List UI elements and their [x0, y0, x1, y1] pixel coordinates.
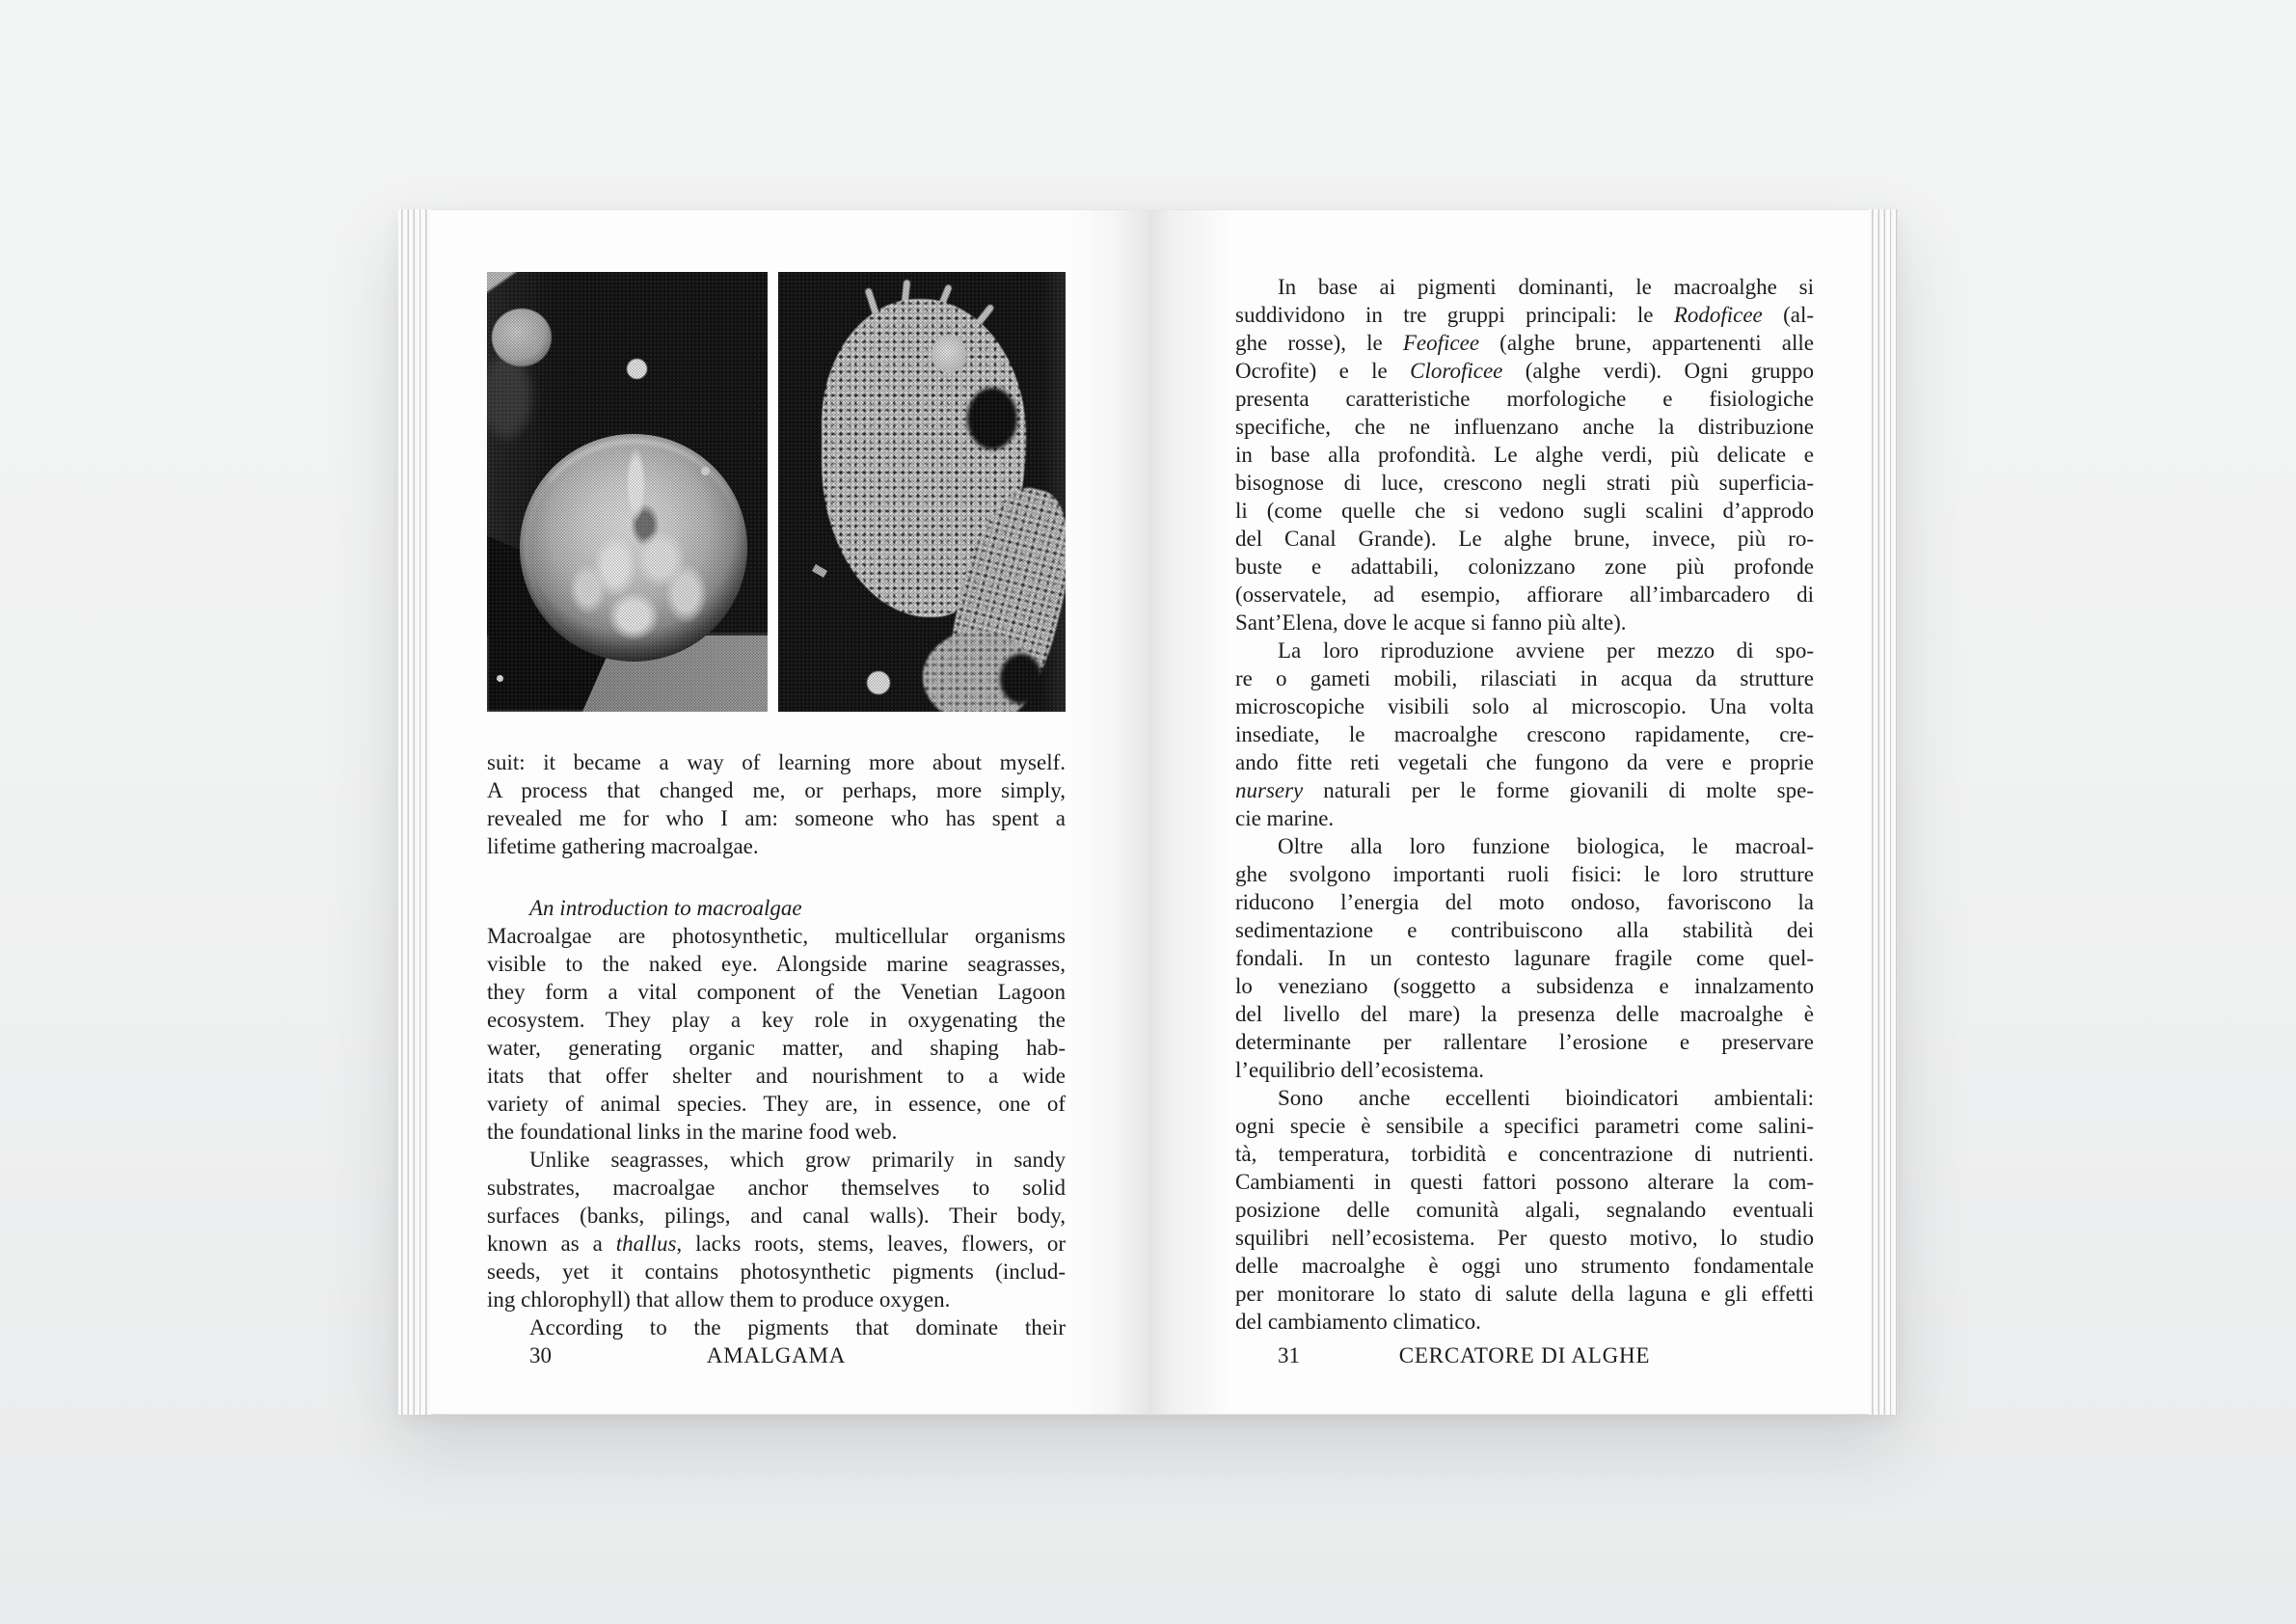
- book: [398, 209, 1898, 1415]
- text-line: Macroalgae are photosynthetic, multicellular organisms: [487, 924, 1066, 948]
- open-spread: [431, 209, 1869, 1415]
- text-line: Ocrofite) e le Cloroficee (alghe verdi). Ogni gruppo: [1235, 359, 1815, 383]
- speck: [812, 564, 827, 578]
- text-line: cie marine.: [1235, 806, 1335, 830]
- text-line: Unlike seagrasses, which grow primarily in sandy: [529, 1148, 1066, 1172]
- paragraph: [487, 748, 1066, 860]
- text-line: water, generating organic matter, and shaping hab-: [487, 1036, 1066, 1060]
- text-line: the foundational links in the marine food web.: [487, 1120, 898, 1144]
- right-page-body: [1235, 273, 1814, 1336]
- text-line: ecosystem. They play a key role in oxygenating the: [487, 1008, 1066, 1032]
- text-line: suddividono in tre gruppi principali: le Rodoficee (al-: [1235, 303, 1814, 327]
- paragraph: [487, 1313, 1066, 1341]
- text-line: specifiche, che ne influenzano anche la distribuzione: [1235, 415, 1814, 439]
- text-line: A process that changed me, or perhaps, more simply,: [487, 778, 1066, 802]
- paragraph: [1235, 1084, 1814, 1336]
- paragraph: [487, 922, 1066, 1146]
- text-line: determinante per rallentare l’erosione e preservare: [1235, 1030, 1814, 1054]
- dark-gap: [967, 388, 1017, 449]
- text-line: Oltre alla loro funzione biologica, le macroal-: [1278, 834, 1814, 858]
- paragraph: [1235, 273, 1814, 636]
- text-line: presenta caratteristiche morfologiche e fisiologiche: [1235, 387, 1814, 411]
- text-line: surfaces (banks, pilings, and canal walls). Their body,: [487, 1204, 1066, 1228]
- text-line: fondali. In un contesto lagunare fragile come quel-: [1235, 946, 1814, 970]
- photo-branching-macroalga: [778, 272, 1066, 712]
- text-line: delle macroalghe è oggi uno strumento fondamentale: [1235, 1254, 1814, 1278]
- text-line: seeds, yet it contains photosynthetic pigments (includ-: [487, 1259, 1066, 1284]
- page-number: 31: [1278, 1343, 1300, 1367]
- right-page: [1235, 273, 1814, 1336]
- page-edge-stack-right: [1869, 209, 1898, 1415]
- running-title: CERCATORE DI ALGHE: [1398, 1343, 1651, 1367]
- bright-dot: [867, 671, 890, 694]
- text-line: La loro riproduzione avviene per mezzo di spo-: [1278, 638, 1814, 663]
- paragraph: [1235, 636, 1814, 832]
- text-line: In base ai pigmenti dominanti, le macroalghe si: [1278, 275, 1814, 299]
- paragraph: [1235, 832, 1814, 1084]
- text-line: Sono anche eccellenti bioindicatori ambientali:: [1278, 1086, 1814, 1110]
- text-line: substrates, macroalgae anchor themselves to solid: [487, 1176, 1066, 1200]
- paragraph: [487, 1146, 1066, 1313]
- text-line: lo veneziano (soggetto a subsidenza e innalzamento: [1235, 974, 1814, 998]
- text-line: Cambiamenti in questi fattori possono alterare la com-: [1235, 1170, 1814, 1194]
- text-line: variety of animal species. They are, in essence, one of: [487, 1092, 1066, 1116]
- text-line: buste e adattabili, colonizzano zone più profonde: [1235, 555, 1814, 579]
- text-line: in base alla profondità. Le alghe verdi, più delicate e: [1235, 443, 1814, 467]
- text-line: (osservatele, ad esempio, affiorare all’imbarcadero di: [1235, 582, 1814, 607]
- running-title: AMALGAMA: [706, 1343, 847, 1367]
- text-line: riducono l’energia del moto ondoso, favoriscono la: [1235, 890, 1814, 914]
- text-line: According to the pigments that dominate their: [529, 1315, 1066, 1340]
- text-line: ghe svolgono importanti ruoli fisici: le loro strutture: [1235, 862, 1814, 886]
- text-line: del Canal Grande). Le alghe brune, invece, più ro-: [1235, 527, 1814, 551]
- text-line: l’equilibrio dell’ecosistema.: [1235, 1058, 1485, 1082]
- glass-vessel: [520, 434, 747, 662]
- bright-dot: [627, 359, 647, 379]
- left-page: [487, 272, 1066, 1341]
- text-line: they form a vital component of the Venetian Lagoon: [487, 980, 1066, 1004]
- text-line: del cambiamento climatico.: [1235, 1310, 1481, 1334]
- text-line: sedimentazione e contribuiscono alla stabilità dei: [1235, 918, 1814, 942]
- text-line: lifetime gathering macroalgae.: [487, 834, 759, 858]
- text-line: An introduction to macroalgae: [529, 896, 802, 920]
- speck: [701, 467, 710, 475]
- text-line: visible to the naked eye. Alongside marine seagrasses,: [487, 952, 1066, 976]
- text-line: li (come quelle che si vedono sugli scalini d’approdo: [1235, 499, 1814, 523]
- left-page-footer: [487, 1341, 1066, 1369]
- text-line: insediate, le macroalghe crescono rapidamente, cre-: [1235, 722, 1814, 746]
- speck: [497, 675, 503, 682]
- photo-round-vessel-with-macroalgae: [487, 272, 768, 712]
- text-line: re o gameti mobili, rilasciati in acqua da strutture: [1235, 666, 1814, 690]
- text-line: del livello del mare) la presenza delle macroalghe è: [1235, 1002, 1814, 1026]
- text-line: ando fitte reti vegetali che fungono da vere e proprie: [1235, 750, 1814, 774]
- text-line: Sant’Elena, dove le acque si fanno più alte).: [1235, 610, 1627, 635]
- text-line: bisognose di luce, crescono negli strati più superficia-: [1235, 471, 1814, 495]
- text-line: ghe rosse), le Feoficee (alghe brune, appartenenti alle: [1235, 331, 1814, 355]
- section-heading: [487, 894, 1066, 922]
- text-line: nursery naturali per le forme giovanili di molte spe-: [1235, 778, 1814, 802]
- text-line: revealed me for who I am: someone who has spent a: [487, 806, 1066, 830]
- text-line: tà, temperatura, torbidità e concentrazione di nutrienti.: [1235, 1142, 1814, 1166]
- page-number: 30: [529, 1343, 552, 1367]
- text-line: suit: it became a way of learning more about myself.: [487, 750, 1066, 774]
- light-blob: [492, 309, 552, 366]
- text-line: ogni specie è sensibile a specifici parametri come salini-: [1235, 1114, 1814, 1138]
- page-edge-stack-left: [398, 209, 431, 1415]
- text-line: posizione delle comunità algali, segnalando eventuali: [1235, 1198, 1814, 1222]
- right-page-footer: [1235, 1341, 1814, 1369]
- left-page-body: [487, 748, 1066, 1341]
- text-line: ing chlorophyll) that allow them to produce oxygen.: [487, 1287, 951, 1312]
- text-line: itats that offer shelter and nourishment to a wide: [487, 1064, 1066, 1088]
- text-line: per monitorare lo stato di salute della laguna e gli effetti: [1235, 1282, 1814, 1306]
- photo-row: [487, 272, 1066, 712]
- text-line: known as a thallus, lacks roots, stems, leaves, flowers, or: [487, 1232, 1066, 1256]
- gutter-shadow: [1068, 210, 1232, 1414]
- dark-gap: [1000, 654, 1042, 704]
- text-line: microscopiche visibili solo al microscopio. Una volta: [1235, 694, 1814, 718]
- text-line: squilibri nell’ecosistema. Per questo motivo, lo studio: [1235, 1226, 1814, 1250]
- bright-blob: [932, 335, 966, 373]
